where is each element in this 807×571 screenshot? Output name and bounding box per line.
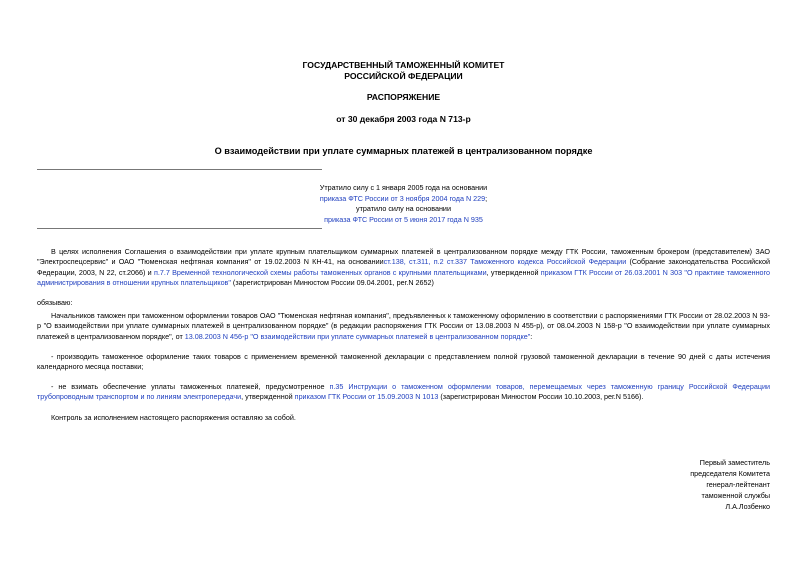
- bullet-no-security: - не взимать обеспечение уплаты таможенных платежей, предусмотренное п.35 Инструкции о таможенном оформлении товаров, перемещаемых через таможенную границу Российской Федерации трубопроводным транспортом и по линиям электропередачи, утвержденной приказом ГТК России от 15.09.2003 N 1013 (зарегистрирован Минюстом России 10.10.2003, рег.N 5166).: [37, 382, 770, 402]
- obliged-line: обязываю:: [37, 298, 73, 307]
- temporary-scheme-link[interactable]: п.7.7 Временной технологической схемы работы таможенных органов с крупными плательщиками: [153, 267, 487, 277]
- document-type: РАСПОРЯЖЕНИЕ: [366, 92, 441, 102]
- authority-line-2: РОССИЙСКОЙ ФЕДЕРАЦИИ: [344, 71, 463, 81]
- lost-force-link-2[interactable]: приказа ФТС России от 5 июня 2017 года N 935: [324, 214, 483, 224]
- order-303-link[interactable]: приказом ГТК России от 26.03.2001 N 303 "О практике таможенного администрирования в отношении крупных плательщиков": [37, 267, 771, 287]
- order-1013-link[interactable]: приказом ГТК России от 15.09.2003 N 1013: [294, 392, 439, 402]
- signature-line-2: председателя Комитета: [690, 469, 770, 478]
- bullet-temporary-declaration: - производить таможенное оформление таких товаров с применением временной таможенной декларации с представлением полной грузовой таможенной декларации в течение 90 дней с даты истечения календарного месяца поставки;: [37, 352, 770, 372]
- signature-block: [610, 457, 770, 512]
- lost-force-line-2: утратило силу на основании: [356, 204, 451, 213]
- lost-force-link-1[interactable]: приказа ФТС России от 3 ноября 2004 года N 229: [319, 193, 486, 203]
- document-date-number: от 30 декабря 2003 года N 713-р: [336, 114, 471, 124]
- signature-line-1: Первый заместитель: [699, 458, 770, 467]
- divider-top: [37, 169, 322, 170]
- customs-chiefs-paragraph: Начальников таможен при таможенном оформлении товаров ОАО "Тюменская нефтяная компания", предъявленных к таможенному оформлению в соответствии с распоряжениями ГТК России от 28.02.2003 N 93-р "О взаимодействии при уплате суммарных платежей в централизованном порядке" (в редакции распоряжения ГТК России от 13.08.2003 N 455-р), от 08.04.2003 N 158-р "О взаимодействии при уплате суммарных платежей в централизованном порядке", от 13.08.2003 N 456-р "О взаимодействии при уплате суммарных платежей в централизованном порядке":: [37, 311, 770, 341]
- control-paragraph: Контроль за исполнением настоящего распоряжения оставляю за собой.: [51, 413, 296, 422]
- signatory-name: Л.А.Лозбенко: [725, 502, 770, 511]
- signature-line-3: генерал-лейтенант: [706, 480, 770, 489]
- instruction-p35-link[interactable]: п.35 Инструкции о таможенном оформлении товаров, перемещаемых через таможенную границу Российской Федерации трубопроводным транспортом и по линиям электропередачи: [37, 382, 770, 402]
- document-title: О взаимодействии при уплате суммарных платежей в централизованном порядке: [214, 146, 593, 156]
- lost-force-note: Утратило силу с 1 января 2005 года на основании приказа ФТС России от 3 ноября 2004 года N 229; утратило силу на основании приказа ФТС России от 5 июня 2017 года N 935: [0, 183, 807, 225]
- tax-code-link[interactable]: ст.138, ст.311, п.2 ст.337 Таможенного кодекса Российской Федерации: [383, 257, 627, 267]
- preamble-paragraph: В целях исполнения Соглашения о взаимодействии при уплате крупным плательщиком суммарных платежей в централизованном порядке между ГТК России, таможенным брокером (представителем) ЗАО "Электроспецсервис" и ОАО "Тюменская нефтяная компания" от 19.02.2003 N КН-41, на основаниист.138, ст.311, п.2 ст.337 Таможенного кодекса Российской Федерации (Собрание законодательства Российской Федерации, 2003, N 22, ст.2066) и п.7.7 Временной технологической схемы работы таможенных органов с крупными плательщиками, утвержденной приказом ГТК России от 26.03.2001 N 303 "О практике таможенного администрирования в отношении крупных плательщиков" (зарегистрирован Минюстом России 09.04.2001, рег.N 2652): [37, 247, 771, 287]
- authority-line-1: ГОСУДАРСТВЕННЫЙ ТАМОЖЕННЫЙ КОМИТЕТ: [302, 60, 505, 70]
- issuing-authority: [0, 60, 807, 82]
- signature-line-4: таможенной службы: [701, 491, 770, 500]
- divider-bottom: [37, 228, 322, 229]
- lost-force-line-1: Утратило силу с 1 января 2005 года на основании: [319, 183, 488, 192]
- order-456-link[interactable]: 13.08.2003 N 456-р "О взаимодействии при уплате суммарных платежей в централизованном порядке": [184, 331, 531, 341]
